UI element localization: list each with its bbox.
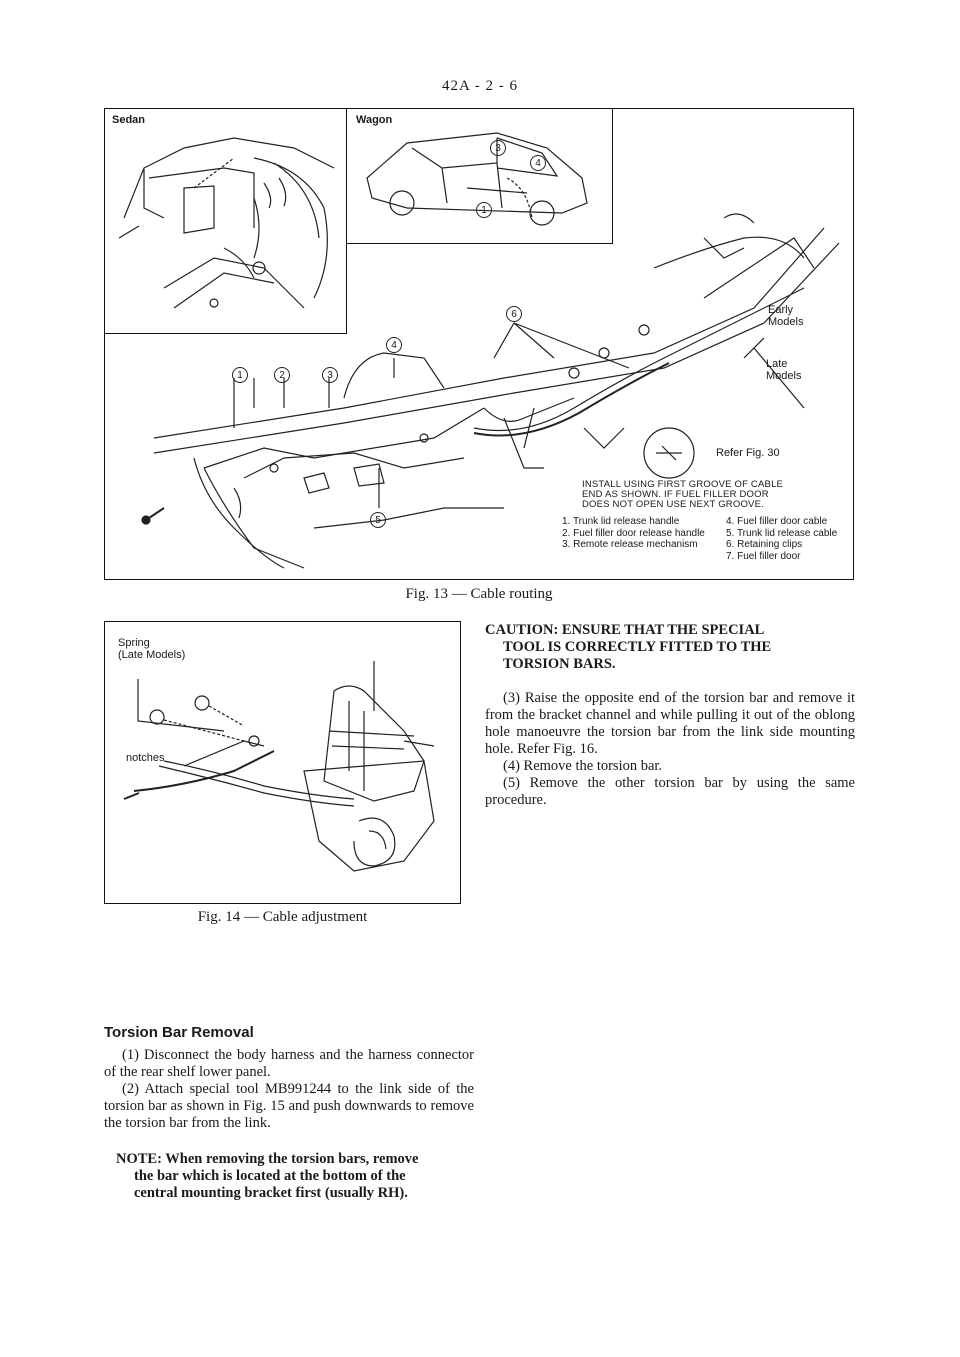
fig13-caption: Fig. 13 — Cable routing [405, 586, 553, 602]
legend-item: 1. Trunk lid release handle [562, 516, 680, 527]
wagon-marker-4: 4 [530, 155, 546, 171]
page-header: 42A - 2 - 6 [442, 78, 518, 94]
wagon-marker-1: 1 [476, 202, 492, 218]
wagon-label: Wagon [356, 114, 393, 126]
legend-item: 6. Retaining clips [726, 539, 803, 550]
legend-item: 2. Fuel filler door release handle [562, 527, 705, 539]
sedan-label: Sedan [112, 114, 146, 126]
legend-item: 5. Trunk lid release cable [726, 527, 838, 539]
marker-4: 4 [386, 337, 402, 353]
marker-2: 2 [274, 367, 290, 383]
marker-5: 5 [370, 512, 386, 528]
marker-6: 6 [506, 306, 522, 322]
legend-item: 4. Fuel filler door cable [726, 516, 828, 527]
spring-label: Spring (Late Models) [118, 637, 186, 661]
section-heading: Torsion Bar Removal [104, 1024, 254, 1041]
step-3-paragraph: (3) Raise the opposite end of the torsion bar and remove it from the bracket channel and while pulling it out of the oblong hole manoeuvre the torsion bar from the link side mounting hole. Refer Fig. 16. [485, 690, 855, 757]
legend-right [726, 516, 852, 562]
step-4-paragraph: (4) Remove the torsion bar. [503, 758, 663, 774]
note-paragraph: NOTE: When removing the torsion bars, remove the bar which is located at the bottom of the central mounting bracket first (usually RH). [116, 1151, 419, 1201]
legend-left [562, 516, 722, 551]
wagon-marker-3: 3 [490, 140, 506, 156]
install-note: INSTALL USING FIRST GROOVE OF CABLE END AS SHOWN. IF FUEL FILLER DOOR DOES NOT OPEN USE NEXT GROOVE. [582, 479, 784, 510]
legend-item: 3. Remote release mechanism [562, 539, 698, 550]
step-5-paragraph: (5) Remove the other torsion bar by using the same procedure. [485, 775, 855, 808]
notches-label: notches [126, 752, 165, 764]
marker-3: 3 [322, 367, 338, 383]
legend-item: 7. Fuel filler door [726, 550, 801, 562]
marker-1: 1 [232, 367, 248, 383]
callout-late-models: Late Models [766, 358, 802, 382]
cable-adjustment-illustration [104, 621, 461, 904]
caution-note: CAUTION: ENSURE THAT THE SPECIAL TOOL IS CORRECTLY FITTED TO THE TORSION BARS. [485, 622, 772, 672]
callout-refer-fig: Refer Fig. 30 [716, 447, 780, 459]
step-2-paragraph: (2) Attach special tool MB991244 to the link side of the torsion bar as shown in Fig. 15 and push downwards to remove the torsion bar from the link. [104, 1081, 474, 1131]
fig14-caption: Fig. 14 — Cable adjustment [197, 909, 368, 925]
callout-early-models: Early Models [768, 304, 804, 328]
step-1-paragraph: (1) Disconnect the body harness and the harness connector of the rear shelf lower panel. [104, 1047, 474, 1080]
